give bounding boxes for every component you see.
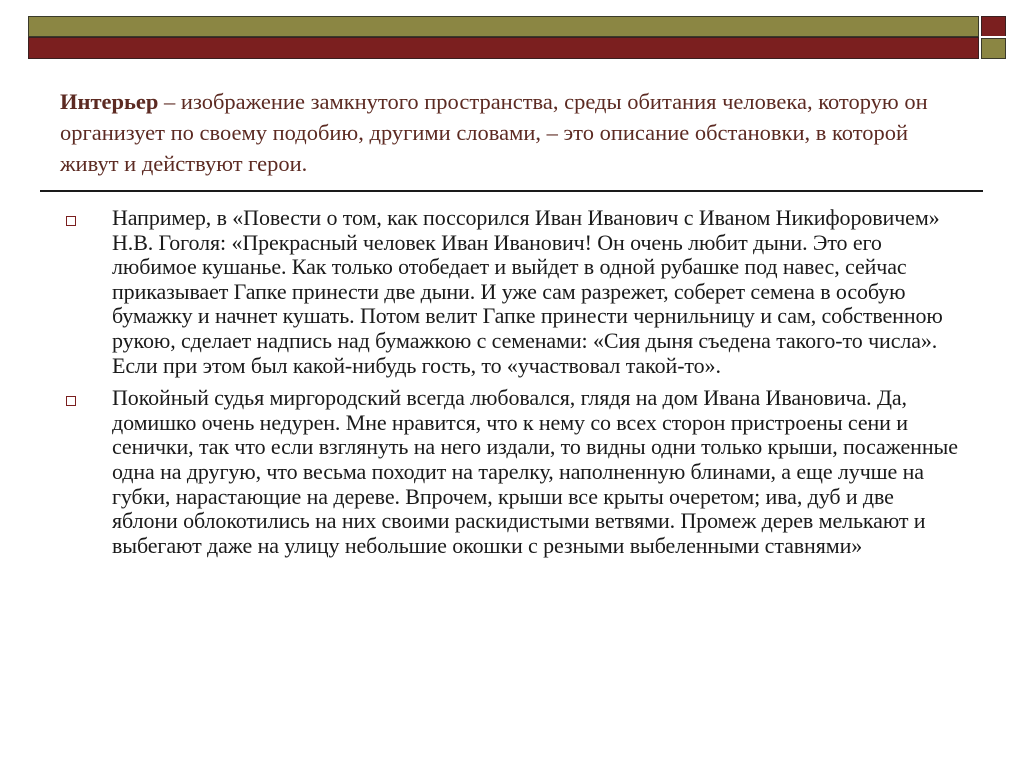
hollow-square-icon [66, 396, 76, 406]
bullet-list [64, 206, 964, 566]
hollow-square-icon [66, 216, 76, 226]
bullet-item [64, 386, 964, 558]
bullet-text: Например, в «Повести о том, как поссорился Иван Иванович с Иваном Никифоровичем» Н.В. Гоголя: «Прекрасный человек Иван Иванович! Он очень любит дыни. Это его любимое кушанье. Как только отобедает и выйдет в одной рубашке под навес, сейчас приказывает Гапке принести две дыни. И уже сам разрежет, соберет семена в особую бумажку и начнет кушать. Потом велит Гапке принести чернильницу и сам, собственною рукою, сделает надпись над бумажкою с семенами: «Сия дыня съедена такого-то числа». Если при этом был какой-нибудь гость, то «участвовал такой-то». [112, 205, 943, 378]
bullet-text: Покойный судья миргородский всегда любовался, глядя на дом Ивана Ивановича. Да, домишко очень недурен. Мне нравится, что к нему со всех сторон пристроены сени и сенички, так что если взглянуть на него издали, то видны одни только крыши, посаженные одна на другую, что весьма походит на тарелку, наполненную блинами, а еще лучше на губки, нарастающие на дереве. Впрочем, крыши все крыты очеретом; ива, дуб и две яблони облокотились на них своими раскидистыми ветвями. Промеж дерев мелькают и выбегают даже на улицу небольшие окошки с резными выбеленными ставнями» [112, 385, 958, 558]
title-divider [40, 190, 983, 192]
slide-title [60, 86, 960, 179]
header-band-maroon [28, 37, 979, 59]
title-definition: – изображение замкнутого пространства, среды обитания человека, которую он организует по своему подобию, другими словами, – это описание обстановки, в которой живут и действуют герои. [60, 89, 928, 176]
bullet-item [64, 206, 964, 378]
header-band-olive [28, 16, 979, 37]
title-term: Интерьер [60, 89, 159, 114]
corner-square-olive [981, 38, 1006, 59]
corner-square-red [981, 16, 1006, 37]
